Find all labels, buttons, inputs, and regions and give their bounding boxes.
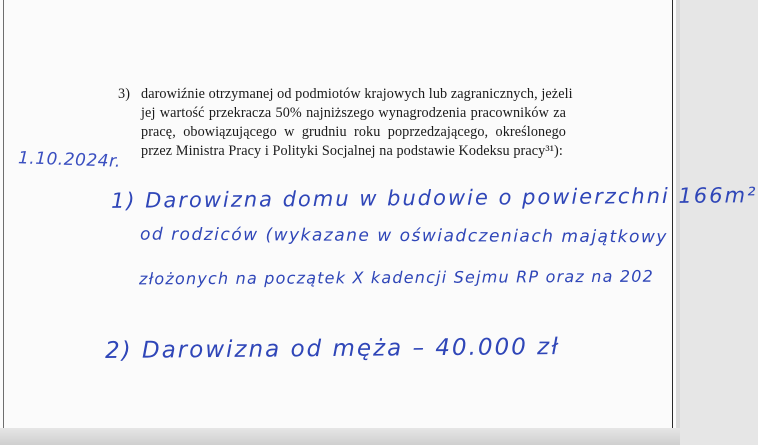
handwritten-date: 1.10.2024r.	[17, 148, 122, 172]
page-edge-shadow	[676, 0, 680, 445]
page-edge-left	[3, 0, 4, 445]
handwritten-line-4: 2) Darowizna od męża – 40.000 zł	[104, 334, 560, 364]
bottom-shadow	[0, 428, 680, 445]
handwritten-line-3: złożonych na początek X kadencji Sejmu RP oraz na 202	[138, 266, 655, 289]
page-edge-right	[672, 0, 673, 445]
printed-line-4: przez Ministra Pracy i Polityki Socjalnej na podstawie Kodeksu pracy³¹):	[141, 143, 563, 159]
printed-line-3: pracę, obowiązującego w grudniu roku poprzedzającego, określonego	[141, 124, 566, 140]
printed-line-1: darowiźnie otrzymanej od podmiotów krajowych lub zagranicznych, jeżeli	[141, 86, 573, 102]
item-number: 3)	[118, 86, 131, 102]
printed-line-2: jej wartość przekracza 50% najniższego wynagrodzenia pracowników za	[141, 105, 566, 121]
handwritten-line-1: 1) Darowizna domu w budowie o powierzchni 166m²	[110, 183, 758, 213]
handwritten-line-2: od rodziców (wykazane w oświadczeniach majątkowy	[139, 224, 668, 248]
